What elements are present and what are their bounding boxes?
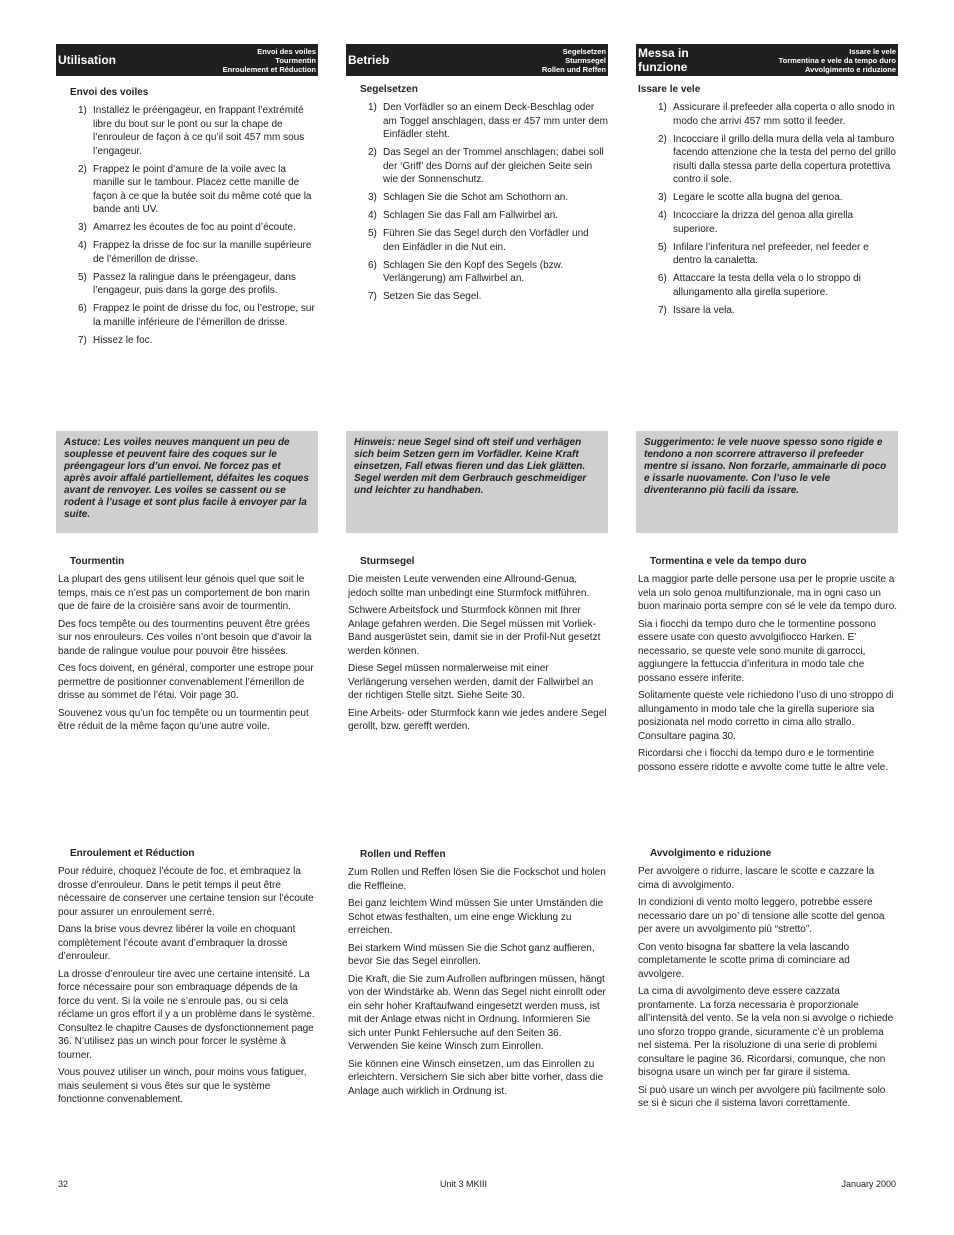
step-number: 1) bbox=[658, 102, 667, 113]
header-sub: Avvolgimento e riduzione bbox=[805, 64, 896, 74]
tip-box: Astuce: Les voiles neuves manquent un peu de souplesse et peuvent faire des coques sur le préengageur lors d’un envoi. Ne forcez pas et après avoir affalé partiellement, défaites les coques avant de renvoyer. Les voiles se cassent ou se rodent à l’usage et sont plus facile à envoyer par la suite. bbox=[56, 431, 318, 533]
step-text: Passez la ralingue dans le préengageur, dans l’engageur, puis dans la gorge des profils. bbox=[93, 271, 296, 296]
step-text: Frappez la drisse de foc sur la manille supérieure de l’émerillon de drisse. bbox=[93, 240, 312, 265]
step-item bbox=[636, 241, 898, 268]
step-number: 3) bbox=[78, 222, 87, 233]
step-item bbox=[346, 191, 608, 205]
step-number: 3) bbox=[368, 192, 377, 203]
step-item bbox=[56, 163, 318, 217]
header-bar-german bbox=[346, 44, 608, 76]
footer-unit: Unit 3 MKIII bbox=[440, 1179, 488, 1189]
paragraph: Zum Rollen und Reffen lösen Sie die Fockschot und holen die Reffleine. bbox=[348, 867, 606, 892]
step-item bbox=[56, 221, 318, 235]
step-item bbox=[346, 209, 608, 223]
step-number: 4) bbox=[368, 210, 377, 221]
step-text: Attaccare la testa della vela o lo stroppo di allungamento alla girella superiore. bbox=[673, 273, 861, 298]
step-number: 2) bbox=[658, 133, 667, 145]
step-number: 1) bbox=[368, 102, 377, 113]
header-bar-italian bbox=[636, 44, 898, 76]
section-tormentina bbox=[636, 556, 898, 778]
section-title: Rollen und Reffen bbox=[360, 849, 446, 860]
step-item bbox=[56, 239, 318, 266]
step-number: 6) bbox=[78, 303, 87, 314]
step-text: Führen Sie das Segel durch den Vorfädler und den Einfädler in die Nut ein. bbox=[383, 228, 589, 253]
step-item bbox=[346, 101, 608, 142]
header-sub: Tourmentin bbox=[275, 55, 316, 65]
step-text: Incocciare il grillo della mura della vela al tamburo facendo attenzione che la testa del perno del grillo risulti dalla stessa parte della copertura protettiva contro il sole. bbox=[673, 133, 896, 185]
tip-box: Suggerimento: le vele nuove spesso sono rigide e tendono a non scorrere attraverso il prefeeder mentre si issano. Non forzarle, ammainarle di poco e issarle nuovamente. Con l’uso le vele diventeranno più facili da issare. bbox=[636, 431, 898, 533]
section-title: Tourmentin bbox=[70, 556, 125, 567]
step-item bbox=[56, 104, 318, 158]
step-number: 5) bbox=[368, 228, 377, 239]
header-subtitles bbox=[779, 47, 896, 74]
step-number: 5) bbox=[78, 271, 87, 283]
paragraph: La plupart des gens utilisent leur génois quel que soit le temps, mais ce n’est pas un comportement de bon marin que de faire de la croisière sans avoir de tourmentin. bbox=[58, 574, 310, 612]
paragraph: Ricordarsi che i fiocchi da tempo duro e le tormentine possono essere ridotte e avvolte come tutte le altre vele. bbox=[638, 748, 889, 773]
paragraph: Vous pouvez utiliser un winch, pour moins vous fatiguer, mais seulement si vous êtes sur que le système fonctionne convenablement. bbox=[58, 1067, 307, 1105]
paragraph: Ces focs doivent, en général, comporter une estrope pour permettre de positionner convenablement l’émerillon de drisse au sommet de l’étai. Voir page 30. bbox=[58, 663, 314, 701]
paragraph: Bei starkem Wind müssen Sie die Schot ganz auffieren, bevor Sie das Segel einrollen. bbox=[348, 942, 595, 967]
paragraph: Per avvolgere o ridurre, lascare le scotte e cazzare la cima di avvolgimento. bbox=[638, 866, 875, 891]
tip-box: Hinweis: neue Segel sind oft steif und verhägen sich beim Setzen gern im Vorfädler. Keine Kraft einsetzen, Fall etwas fieren und das Liek glätten. Segel werden mit dem Gerbrauch geschmeidiger und leichter zu handhaben. bbox=[346, 431, 608, 533]
section-tourmentin bbox=[56, 556, 318, 738]
paragraph: Pour réduire, choquez l’écoute de foc, et embraquez la drosse d’enrouleur. Dans le petit temps il peut être nécessaire de conserver une certaine tension sur l’écoute pour assurer un enroulement serré. bbox=[58, 866, 314, 918]
step-number: 2) bbox=[368, 147, 377, 158]
section-avvolgimento bbox=[636, 848, 898, 1115]
step-number: 3) bbox=[658, 192, 667, 203]
section-title: Envoi des voiles bbox=[70, 87, 149, 98]
paragraph: In condizioni di vento molto leggero, potrebbe essere necessario dare un po’ di tensione alle scotte del genoa per avere un avvolgimento più “stretto”. bbox=[638, 897, 885, 935]
step-number: 6) bbox=[368, 259, 377, 271]
step-number: 7) bbox=[78, 334, 87, 346]
step-item bbox=[636, 101, 898, 128]
step-text: Das Segel an der Trommel anschlagen; dabei soll der ‘Griff’ des Dorns auf der gleichen Seite sein wie der Sonnenschutz. bbox=[383, 147, 604, 185]
step-number: 6) bbox=[658, 273, 667, 284]
header-sub: Rollen und Reffen bbox=[541, 64, 606, 74]
step-text: Installez le préengageur, en frappant l’extrémité libre du bout sur le pont ou sur la chape de l’enrouleur de façon à ce qu’il soit 457 mm sous l’engageur. bbox=[93, 105, 305, 157]
paragraph: Bei ganz leichtem Wind müssen Sie unter Umständen die Schot etwas festhalten, um eine enge Wicklung zu erreichen. bbox=[348, 898, 604, 936]
section-enroulement bbox=[56, 848, 318, 1111]
step-text: Schlagen Sie den Kopf des Segels (bzw. Verlängerung) am Fallwirbel an. bbox=[383, 259, 564, 284]
step-item bbox=[636, 133, 898, 187]
step-item bbox=[636, 209, 898, 236]
step-text: Amarrez les écoutes de foc au point d’écoute. bbox=[93, 222, 296, 233]
step-item bbox=[346, 290, 608, 304]
section-title: Segelsetzen bbox=[360, 84, 418, 95]
step-text: Schlagen Sie die Schot am Schothorn an. bbox=[383, 192, 569, 203]
step-text: Frappez le point de drisse du foc, ou l’estrope, sur la manille inférieure de l’émerillon de drisse. bbox=[93, 303, 315, 328]
paragraph: Die Kraft, die Sie zum Aufrollen aufbringen müssen, hängt von der Windstärke ab. Wenn das Segel nicht einrollt oder ein sehr hoher Kraftaufwand eingesetzt werden muss, ist mit der Anlage etwas nicht in Ordnung. Informieren Sie sich unter Punkt Fehlersuche auf den Seiten 36. Verwenden Sie keine Winsch zum Einrollen. bbox=[348, 973, 606, 1052]
section-envoi-des-voiles bbox=[56, 87, 318, 352]
section-title: Enroulement et Réduction bbox=[70, 848, 195, 859]
paragraph: Des focs tempête ou des tourmentins peuvent être grées sur nos enrouleurs. Ces voiles n’ont besoin que d’avoir la bande de ralingue voulue pour pouvoir être hissées. bbox=[58, 618, 312, 657]
footer-date: January 2000 bbox=[841, 1179, 896, 1189]
step-text: Assicurare il prefeeder alla coperta o allo snodo in modo che arrivi 457 mm sotto il feeder. bbox=[673, 102, 895, 127]
section-title: Tormentina e vele da tempo duro bbox=[650, 556, 807, 567]
header-subtitles bbox=[542, 47, 606, 74]
section-segelsetzen bbox=[346, 84, 608, 308]
header-title: Messa in funzione bbox=[638, 46, 689, 74]
step-item bbox=[56, 334, 318, 348]
step-item bbox=[636, 272, 898, 299]
header-sub: Segelsetzen bbox=[562, 46, 606, 56]
step-item bbox=[346, 227, 608, 254]
step-text: Infilare l’inferitura nel prefeeder, nel feeder e dentro la canaletta. bbox=[673, 241, 869, 266]
section-issare-le-vele bbox=[636, 84, 898, 322]
paragraph: Con vento bisogna far sbattere la vela lascando completamente le scotte prima di cominciare ad avvolgere. bbox=[638, 941, 850, 980]
step-number: 7) bbox=[368, 291, 377, 302]
header-sub: Enroulement et Réduction bbox=[222, 64, 316, 74]
step-number: 5) bbox=[658, 241, 667, 253]
step-text: Incocciare la drizza del genoa alla girella superiore. bbox=[673, 210, 854, 235]
paragraph: Solitamente queste vele richiedono l’uso di uno stroppo di allungamento in modo tale che la girella superiore sia posizionata nel modo corretto in cima allo strallo. Consultare pagina 30. bbox=[638, 690, 894, 742]
header-sub: Sturmsegel bbox=[565, 55, 606, 65]
header-sub: Envoi des voiles bbox=[257, 46, 316, 56]
step-number: 7) bbox=[658, 304, 667, 316]
step-text: Hissez le foc. bbox=[93, 334, 153, 346]
section-title: Sturmsegel bbox=[360, 556, 415, 567]
section-sturmsegel bbox=[346, 556, 608, 738]
step-number: 1) bbox=[78, 105, 87, 116]
paragraph: Dans la brise vous devrez libérer la voile en choquant complètement l’écoute avant d’embraquer la drosse d’enrouleur. bbox=[58, 924, 296, 962]
step-text: Issare la vela. bbox=[673, 304, 735, 316]
step-text: Schlagen Sie das Fall am Fallwirbel an. bbox=[383, 210, 559, 221]
steps-list bbox=[56, 104, 318, 347]
paragraph: Sia i fiocchi da tempo duro che le tormentine possono essere usate con questo avvolgifiocco Harken. E’ necessario, se queste vele sono munite di garrocci, aggiungere la fettuccia d’inferitura in modo tale che possano essere inferite. bbox=[638, 618, 876, 684]
header-title: Betrieb bbox=[348, 53, 390, 67]
page-number: 32 bbox=[58, 1179, 69, 1189]
step-text: Den Vorfädler so an einem Deck-Beschlag oder am Toggel anschlagen, dass er 457 mm unter dem Einfädler steht. bbox=[383, 102, 608, 140]
paragraph: Souvenez vous qu’un foc tempête ou un tourmentin peut être réduit de la même façon qu’une autre voile. bbox=[58, 707, 309, 732]
step-number: 2) bbox=[78, 163, 87, 175]
paragraph: La cima di avvolgimento deve essere cazzata prontamente. La forza necessaria è proporzionale all’intensità del vento. Se la vela non si avvolge o richiede uno sforzo troppo grande, sicuramente c’è un problema nel sistema. Per la risoluzione di una serie di problemi consultare le pagine 36. Ricordarsi, comunque, che non bisogna usare un winch per far girare il sistema. bbox=[638, 986, 894, 1078]
header-sub: Tormentina e vele da tempo duro bbox=[778, 55, 896, 65]
header-sub: Issare le vele bbox=[849, 46, 896, 56]
step-number: 4) bbox=[658, 210, 667, 221]
step-text: Setzen Sie das Segel. bbox=[383, 291, 482, 302]
step-item bbox=[346, 259, 608, 286]
paragraph: Die meisten Leute verwenden eine Allround-Genua, jedoch sollte man unbedingt eine Sturmfock mitführen. bbox=[348, 574, 590, 599]
step-text: Frappez le point d’amure de la voile avec la manille sur le tambour. Placez cette manille de façon à ce que la butée soit du même coté que la bande anti UV. bbox=[93, 163, 312, 215]
paragraph: Sie können eine Winsch einsetzen, um das Einrollen zu erleichtern. Versichern Sie sich aber bitte vorher, dass die Anlage auch wirklich in Ordnung ist. bbox=[348, 1058, 604, 1097]
section-rollen-und-reffen bbox=[346, 849, 608, 1102]
section-title: Issare le vele bbox=[638, 84, 701, 95]
step-text: Legare le scotte alla bugna del genoa. bbox=[673, 192, 843, 203]
paragraph: La maggior parte delle persone usa per le proprie uscite a vela un solo genoa multifunzionale, ma in ogni caso un buon marinaio porta sempre con sé le vele da tempo duro. bbox=[638, 574, 898, 612]
step-item bbox=[636, 304, 898, 318]
paragraph: Diese Segel müssen normalerweise mit einer Verlängerung versehen werden, damit der Fallwirbel an der richtigen Stelle sitzt. Siehe Seite 30. bbox=[348, 663, 594, 701]
paragraph: Schwere Arbeitsfock und Sturmfock können mit Ihrer Anlage gefahren werden. Die Segel müssen mit Vorliek-Band ausgerüstet sein, damit sie in der Profil-Nut gesetzt werden können. bbox=[348, 605, 601, 657]
step-item bbox=[636, 191, 898, 205]
step-number: 4) bbox=[78, 240, 87, 251]
header-title: Utilisation bbox=[58, 53, 117, 67]
paragraph: Si può usare un winch per avvolgere più facilmente solo se si è sicuri che il sistema lavori correttamente. bbox=[638, 1084, 886, 1109]
header-bar-french bbox=[56, 44, 318, 76]
paragraph: Eine Arbeits- oder Sturmfock kann wie jedes andere Segel gerollt, bzw. gerefft werden. bbox=[348, 707, 607, 732]
steps-list bbox=[346, 101, 608, 304]
step-item bbox=[56, 271, 318, 298]
step-item bbox=[346, 146, 608, 187]
section-title: Avvolgimento e riduzione bbox=[650, 848, 772, 859]
header-subtitles bbox=[223, 47, 316, 74]
steps-list bbox=[636, 101, 898, 317]
step-item bbox=[56, 302, 318, 329]
paragraph: La drosse d’enrouleur tire avec une certaine intensité. La force nécessaire pour son embraquage dépends de la force du vent. Si la voile ne s’enroule pas, ou si cela réclame un gros effort il y a un problème dans le système. Consultez le chapitre Causes de dysfonctionnement page 36. N’utilisez pas un winch pour forcer le système à tourner. bbox=[58, 968, 315, 1061]
